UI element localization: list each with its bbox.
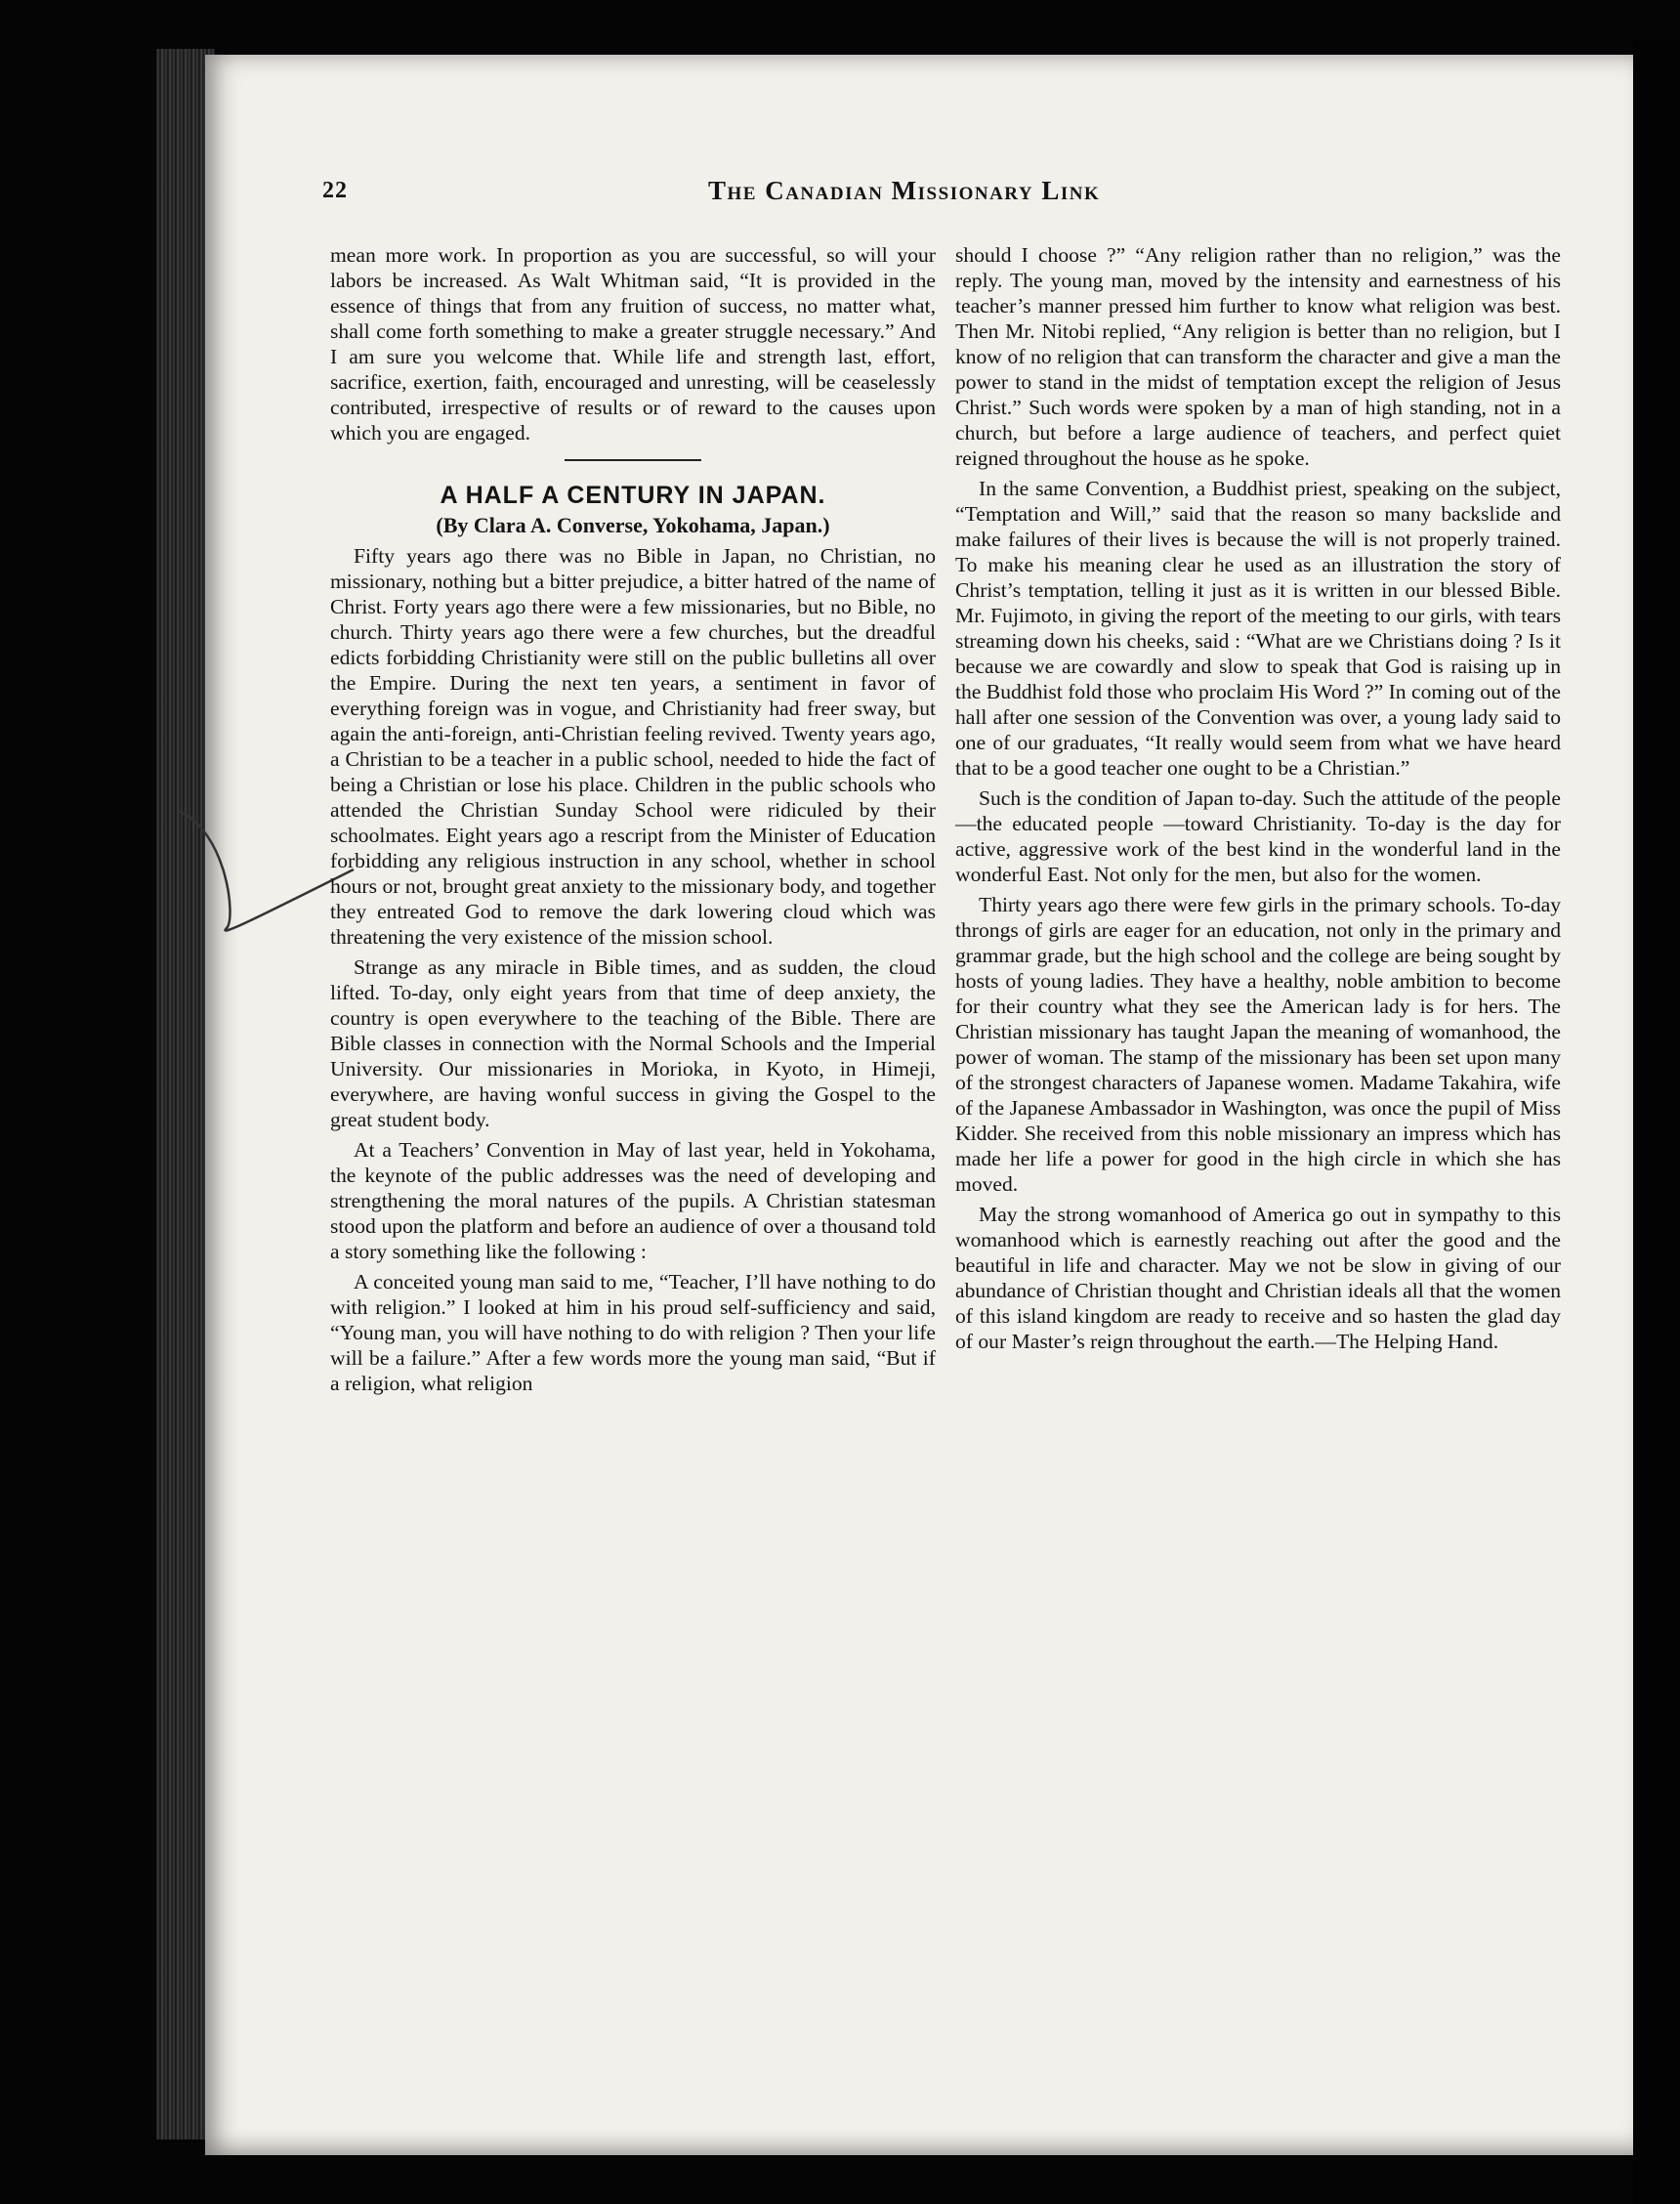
paragraph: should I choose ?” “Any religion rather than no religion,” was the reply. The young man, moved by the intensity and earnestness of his teacher’s manner pressed him further to know what religion was best. Then Mr. Nitobi replied, “Any religion is better than no religion, but I know of no religion that can transform the character and give a man the power to stand in the midst of temptation except the religion of Jesus Christ.” Such words were spoken by a man of high standing, not in a church, but before a large audience of teachers, and perfect quiet reigned throughout the house as he spoke. [955,243,1561,470]
paragraph: In the same Convention, a Buddhist priest, speaking on the subject, “Temptation and Will,” said that the reason so many backslide and make failures of their lives is because the will is not properly trained. To make his meaning clear he used as an illustration the story of Christ’s temptation, telling it just as it is written in our blessed Bible. Mr. Fujimoto, in giving the report of the meeting to our girls, with tears streaming down his cheeks, said : “What are we Christians doing ? Is it because we are cowardly and slow to speak that God is raising up in the Buddhist fold those who proclaim His Word ?” In coming out of the hall after one session of the Convention was over, a young lady said to one of our graduates, “It really would seem from what we have heard that to be a good teacher one ought to be a Christian.” [955,477,1561,780]
page-number: 22 [322,178,348,203]
journal-title: The Canadian Missionary Link [708,176,1101,205]
right-column [955,242,1561,1359]
article-byline: (By Clara A. Converse, Yokohama, Japan.) [436,513,830,537]
scan-right-edge [1633,39,1680,2204]
paragraph: Strange as any miracle in Bible times, and as sudden, the cloud lifted. To-day, only eight years from that time of deep anxiety, the country is open everywhere to the teaching of the Bible. There are Bible classes in connection with the Normal Schools and the Imperial University. Our missionaries in Morioka, in Kyoto, in Himeji, everywhere, are having wonful success in giving the Gospel to the great student body. [330,955,936,1131]
left-column [330,242,936,1401]
paragraph: May the strong womanhood of America go out in sympathy to this womanhood which is earnestly reaching out after the good and the beautiful in life and character. May we not be slow in giving of our abundance of Christian thought and Christian ideals all that the women of this island kingdom are ready to receive and so hasten the glad day of our Master’s reign throughout the earth.—The Helping Hand. [955,1203,1561,1353]
paragraph: Fifty years ago there was no Bible in Japan, no Christian, no missionary, nothing but a bitter prejudice, a bitter hatred of the name of Christ. Forty years ago there were a few missionaries, but no Bible, no church. Thirty years ago there were a few churches, but the dreadful edicts forbidding Christianity were still on the public bulletins all over the Empire. During the next ten years, a sentiment in favor of everything foreign was in vogue, and Christianity had freer sway, but again the anti-foreign, anti-Christian feeling revived. Twenty years ago, a Christian to be a teacher in a public school, needed to hide the fact of being a Christian or lose his place. Children in the public schools who attended the Christian Sunday School were ridiculed by their schoolmates. Eight years ago a rescript from the Minister of Education forbidding any religious instruction in any school, whether in school hours or not, brought great anxiety to the missionary body, and together they entreated God to remove the dark lowering cloud which was threatening the very existence of the mission school. [330,544,936,949]
paragraph: A conceited young man said to me, “Teacher, I’ll have nothing to do with religion.” I looked at him in his proud self-sufficiency and said, “Young man, you will have nothing to do with religion ? Then your life will be a failure.” After a few words more the young man said, “But if a religion, what religion [330,1270,936,1395]
page-header [322,178,1563,217]
paragraph: At a Teachers’ Convention in May of last year, held in Yokohama, the keynote of the public addresses was the need of developing and strengthening the moral natures of the pupils. A Christian statesman stood upon the platform and before an audience of over a thousand told a story something like the following : [330,1138,936,1263]
article-title: A HALF A CENTURY IN JAPAN. [440,482,826,509]
section-divider [565,459,701,461]
previous-article-ending: mean more work. In proportion as you are successful, so will your labors be increased. As Walt Whitman said, “It is provided in the essence of things that from any fruition of success, no matter what, shall come forth something to make a greater struggle necessary.” And I am sure you welcome that. While life and strength last, effort, sacrifice, exertion, faith, encouraged and unresting, will be ceaselessly contributed, irrespective of results or of reward to the causes upon which you are engaged. [330,243,936,445]
paragraph: Thirty years ago there were few girls in the primary schools. To-day throngs of girls are eager for an education, not only in the primary and grammar grade, but the high school and the college are being sought by hosts of young ladies. They have a healthy, noble ambition to become for their country what they see the American lady is for hers. The Christian missionary has taught Japan the meaning of womanhood, the power of woman. The stamp of the missionary has been set upon many of the strongest characters of Japanese women. Madame Takahira, wife of the Japanese Ambassador in Washington, was once the pupil of Miss Kidder. She received from this noble missionary an impress which has made her life a power for good in the high circle in which she has moved. [955,893,1561,1196]
paragraph: Such is the condition of Japan to-day. Such the attitude of the people—the educated people —toward Christianity. To-day is the day for active, aggressive work of the best kind in the wonderful land in the wonderful East. Not only for the men, but also for the women. [955,786,1561,886]
